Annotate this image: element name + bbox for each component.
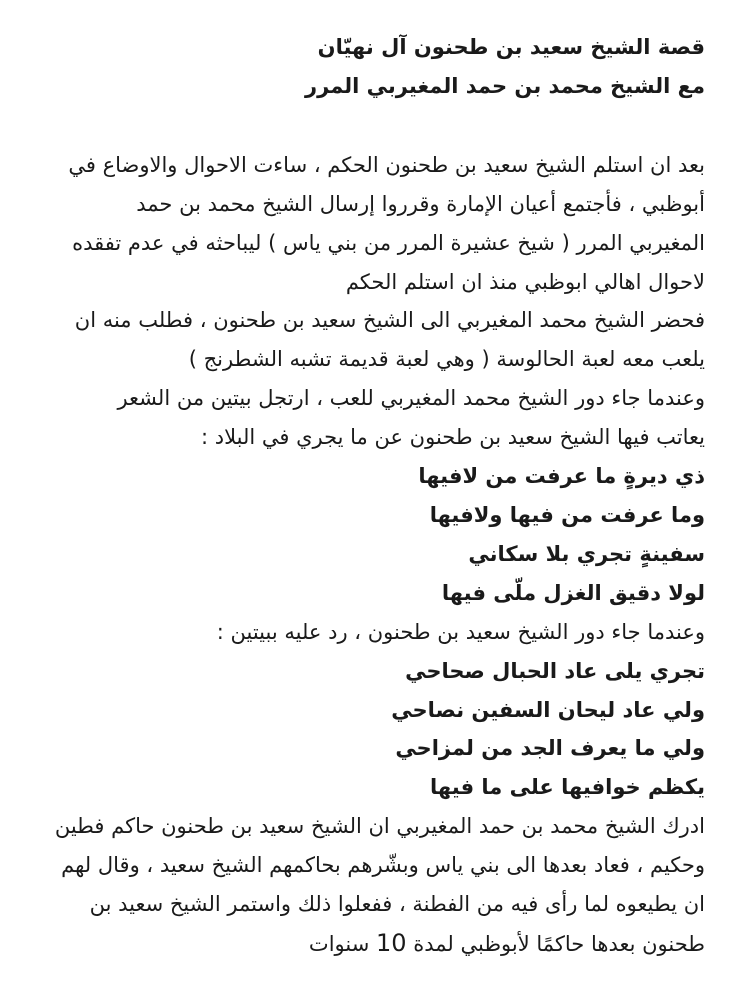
paragraph-line: وعندما جاء دور الشيخ محمد المغيربي للعب ، ارتجل بيتين من الشعر — [117, 386, 705, 411]
paragraph-line: وحكيم ، فعاد بعدها الى بني ياس وبشّرهم بحاكمهم الشيخ سعيد ، وقال لهم — [61, 853, 705, 878]
blank-line — [38, 106, 705, 146]
poem-verse: ولي عاد ليحان السفين نصاحي — [391, 697, 705, 722]
paragraph-line: يلعب معه لعبة الحالوسة ( وهي لعبة قديمة تشبه الشطرنج ) — [188, 347, 705, 372]
poem-verse: ولي ما يعرف الجد من لمزاحي — [395, 736, 705, 761]
paragraph-line: فحضر الشيخ محمد المغيربي الى الشيخ سعيد بن طحنون ، فطلب منه ان — [74, 308, 705, 333]
poem-verse: وما عرفت من فيها ولافيها — [429, 502, 705, 527]
poem-verse: تجري يلى عاد الحبال صحاحي — [405, 658, 705, 683]
paragraph-line: يعاتب فيها الشيخ سعيد بن طحنون عن ما يجري في البلاد : — [200, 425, 705, 450]
paragraph-line: ادرك الشيخ محمد بن حمد المغيربي ان الشيخ سعيد بن طحنون حاكم فطين — [54, 814, 705, 839]
title-line-2: مع الشيخ محمد بن حمد المغيربي المرر — [305, 73, 705, 98]
poem-verse: يكظم خوافيها على ما فيها — [430, 775, 705, 800]
years-number: 10 — [376, 928, 407, 957]
poem-verse: سفينةٍ تجري بلا سكاني — [468, 541, 705, 566]
reply-intro-line: وعندما جاء دور الشيخ سعيد بن طحنون ، رد عليه ببيتين : — [216, 619, 705, 644]
poem-verse: ذي ديرةٍ ما عرفت من لافيها — [418, 464, 705, 489]
final-line — [38, 924, 705, 964]
final-line-start: طحنون بعدها حاكمًا لأبوظبي لمدة — [413, 931, 705, 956]
title-line-1: قصة الشيخ سعيد بن طحنون آل نهيّان — [317, 35, 705, 59]
paragraph-line: ان يطيعوه لما رأى فيه من الفطنة ، ففعلوا ذلك واستمر الشيخ سعيد بن — [89, 892, 705, 917]
paragraph-line: المغيربي المرر ( شيخ عشيرة المرر من بني ياس ) ليباحثه في عدم تفقده — [72, 230, 705, 255]
paragraph-line: لاحوال اهالي ابوظبي منذ ان استلم الحكم — [345, 269, 705, 294]
paragraph-line: بعد ان استلم الشيخ سعيد بن طحنون الحكم ، ساءت الاحوال والاوضاع في — [68, 152, 705, 177]
paragraph-line: أبوظبي ، فأجتمع أعيان الإمارة وقرروا إرسال الشيخ محمد بن حمد — [136, 191, 705, 216]
poem-verse: لولا دقيق الغزل ملّى فيها — [441, 580, 705, 605]
final-line-end: سنوات — [308, 931, 370, 956]
